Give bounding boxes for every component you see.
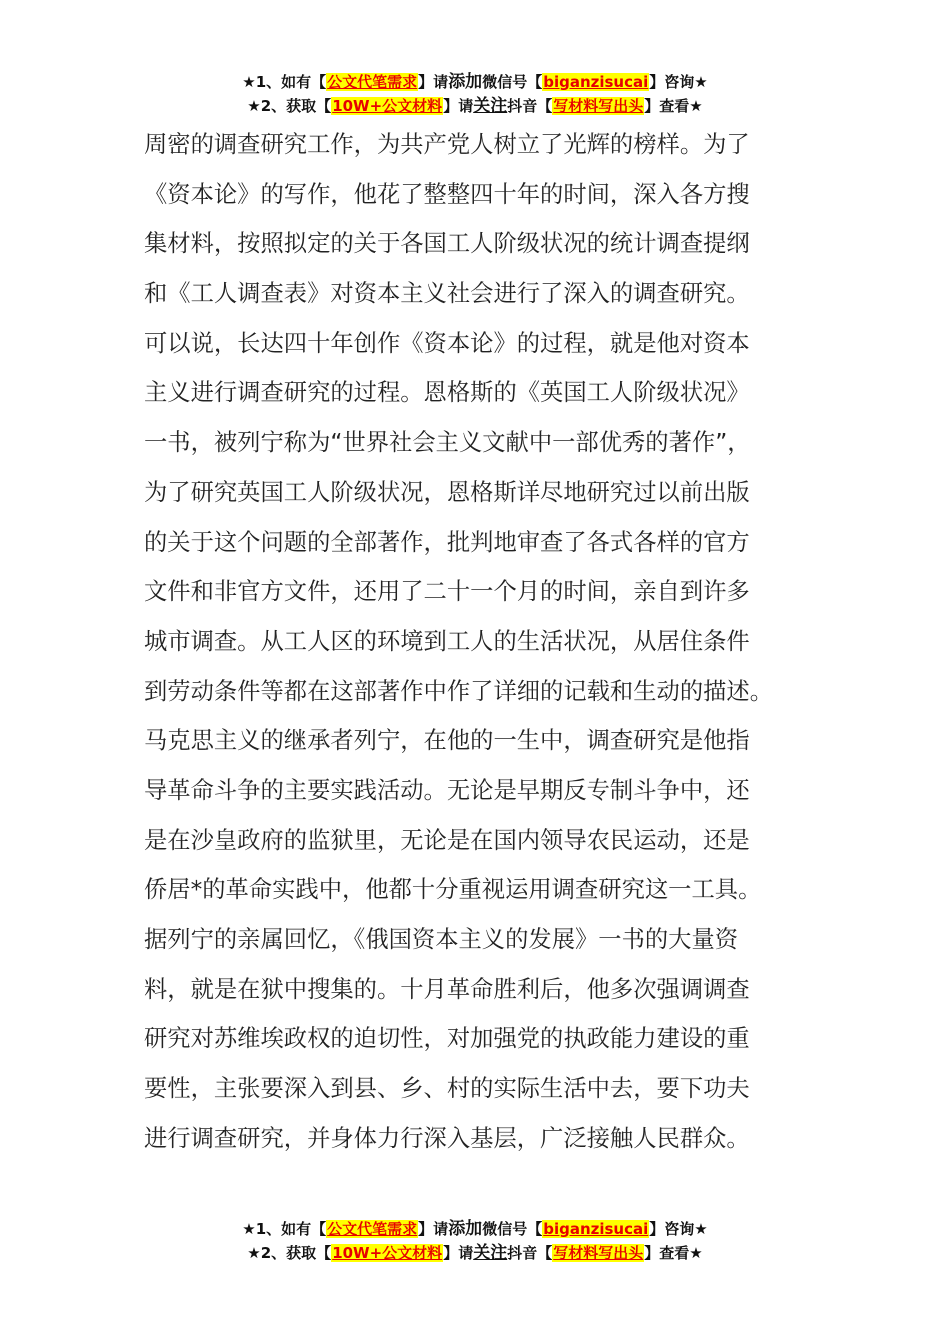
text-line: 一书，被列宁称为“世界社会主义文献中一部优秀的著作”， (144, 429, 751, 457)
text-line: 到劳动条件等都在这部著作中作了详细的记载和生动的描述。 (144, 677, 774, 705)
banner-text: 】查看★ (644, 97, 703, 115)
banner-line-1 (0, 70, 950, 94)
text-line: 研究对苏维埃政权的迫切性，对加强党的执政能力建设的重 (144, 1025, 750, 1053)
banner-emphasis: 关注 (473, 1243, 508, 1263)
banner-text: 】咨询★ (649, 73, 708, 91)
banner-text: 抖音【 (507, 97, 553, 115)
text-line: 集材料，按照拟定的关于各国工人阶级状况的统计调查提纲 (144, 230, 750, 258)
highlight-service: 公文代笔需求 (327, 73, 418, 91)
banner-text: 】请 (443, 1244, 474, 1262)
banner-text: ★2、获取【 (247, 1244, 332, 1262)
highlight-materials: 10W+公文材料 (332, 1244, 443, 1262)
banner-emphasis: 关注 (473, 96, 508, 116)
text-line: 导革命斗争的主要实践活动。无论是早期反专制斗争中，还 (144, 776, 750, 804)
text-line: 城市调查。从工人区的环境到工人的生活状况，从居住条件 (144, 627, 750, 655)
text-line: 侨居*的革命实践中，他都十分重视运用调查研究这一工具。 (144, 876, 762, 904)
text-line: 是在沙皇政府的监狱里，无论是在国内领导农民运动，还是 (144, 826, 750, 854)
text-line: 文件和非官方文件，还用了二十一个月的时间，亲自到许多 (144, 578, 750, 606)
banner-text: 抖音【 (507, 1244, 553, 1262)
text-line: 的关于这个问题的全部著作，批判地审查了各式各样的官方 (144, 528, 750, 556)
banner-emphasis: 添加 (448, 72, 483, 92)
banner-line-1 (0, 1217, 950, 1241)
banner-text: 】请 (443, 97, 474, 115)
banner-line-2 (0, 94, 950, 118)
banner-text: 】查看★ (644, 1244, 703, 1262)
highlight-service: 公文代笔需求 (327, 1220, 418, 1238)
text-line: 为了研究英国工人阶级状况，恩格斯详尽地研究过以前出版 (144, 478, 750, 506)
text-line: 马克思主义的继承者列宁，在他的一生中，调查研究是他指 (144, 727, 750, 755)
banner-text: 】咨询★ (649, 1220, 708, 1238)
banner-text: ★1、如有【 (242, 1220, 327, 1238)
text-line: 周密的调查研究工作，为共产党人树立了光辉的榜样。为了 (144, 131, 750, 158)
banner-line-2 (0, 1241, 950, 1265)
highlight-materials: 10W+公文材料 (332, 97, 443, 115)
highlight-douyin-account: 写材料写出头 (553, 1244, 644, 1262)
text-line: 和《工人调查表》对资本主义社会进行了深入的调查研究。 (144, 280, 750, 308)
body-paragraph (144, 120, 824, 1163)
text-line: 料，就是在狱中搜集的。十月革命胜利后，他多次强调调查 (144, 975, 750, 1003)
banner-text: 】请 (418, 1220, 449, 1238)
header-banner (0, 70, 950, 118)
footer-banner (0, 1217, 950, 1265)
text-line: 要性，主张要深入到县、乡、村的实际生活中去，要下功夫 (144, 1075, 750, 1103)
text-line: 据列宁的亲属回忆，《俄国资本主义的发展》一书的大量资 (144, 926, 739, 953)
text-line: 进行调查研究，并身体力行深入基层，广泛接触人民群众。 (144, 1124, 750, 1152)
highlight-wechat-id: biganzisucai (543, 73, 649, 91)
banner-emphasis: 添加 (448, 1219, 483, 1239)
banner-text: ★2、获取【 (247, 97, 332, 115)
banner-text: 】请 (418, 73, 449, 91)
highlight-douyin-account: 写材料写出头 (553, 97, 644, 115)
text-line: 《资本论》的写作，他花了整整四十年的时间，深入各方搜 (144, 180, 750, 208)
text-line: 主义进行调查研究的过程。恩格斯的《英国工人阶级状况》 (144, 379, 750, 407)
banner-text: ★1、如有【 (242, 73, 327, 91)
highlight-wechat-id: biganzisucai (543, 1220, 649, 1238)
text-line: 可以说，长达四十年创作《资本论》的过程，就是他对资本 (144, 329, 750, 357)
banner-text: 微信号【 (482, 73, 543, 91)
banner-text: 微信号【 (482, 1220, 543, 1238)
